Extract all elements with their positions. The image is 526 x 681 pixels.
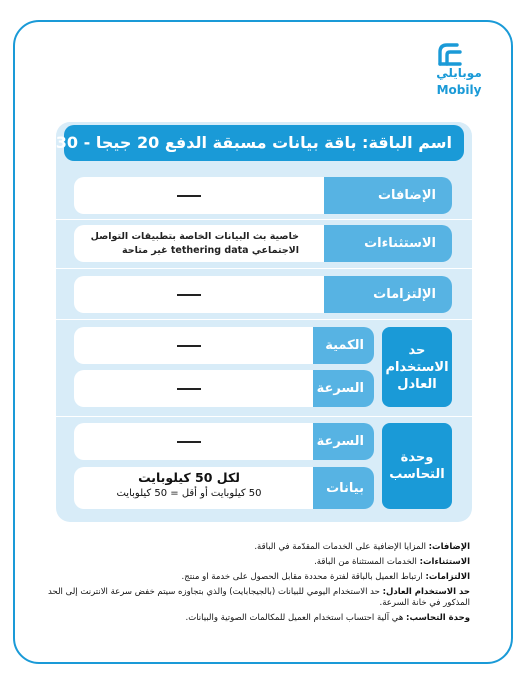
- exceptions-label: الاستثناءات: [324, 225, 452, 262]
- billing-speed-dash: [177, 441, 201, 443]
- fair-use-speed-dash: [177, 388, 201, 390]
- arrow-shape: [310, 177, 324, 213]
- note-commitments: الالتزامات: ارتباط العميل بالباقة لفترة محددة مقابل الحصول على خدمة او منتج.: [181, 572, 470, 582]
- note-fair-use: حد الاستخدام العادل: حد الاستخدام اليومي للبيانات (بالجيجابايت) والذي بتجاوزه سيتم خفض سرعة الانترنت إلى الحد المذكور في خانة السرعة.: [48, 587, 470, 608]
- exceptions-line-2: الاجتماعي tethering data غير متاحة: [122, 245, 299, 256]
- logo-english-text: Mobily: [436, 83, 482, 97]
- row-divider: [56, 416, 472, 417]
- arrow-shape: [299, 327, 313, 363]
- mobily-logo-icon: [437, 42, 463, 66]
- commitments-label: الإلتزامات: [324, 276, 452, 313]
- row-divider: [56, 319, 472, 320]
- fair-use-speed-label: السرعة: [313, 370, 374, 407]
- billing-unit-title: وحدة التحاسب: [382, 423, 452, 509]
- arrow-shape: [310, 276, 324, 312]
- exceptions-line-1: خاصية بث البيانات الخاصة بتطبيقات التواصل: [90, 231, 299, 242]
- billing-speed-label: السرعة: [313, 423, 374, 460]
- fair-use-title: حد الاستخدام العادل: [382, 327, 452, 407]
- arrow-shape: [299, 467, 313, 509]
- row-divider: [56, 219, 472, 220]
- additions-label: الإضافات: [324, 177, 452, 214]
- arrow-shape: [299, 370, 313, 406]
- fair-use-quantity-label: الكمية: [313, 327, 374, 364]
- note-billing-unit: وحدة التحاسب: هي آلية احتساب استخدام العميل للمكالمات الصوتية والبيانات.: [185, 613, 470, 623]
- commitments-value-dash: [177, 294, 201, 296]
- billing-data-line-1: لكل 50 كيلوبايت: [138, 470, 240, 485]
- row-divider: [56, 268, 472, 269]
- additions-value-dash: [177, 195, 201, 197]
- definitions-notes: [30, 542, 470, 628]
- package-title: اسم الباقة: باقة بيانات مسبقة الدفع 20 جيجا - 30 يوم: [64, 125, 464, 161]
- fair-use-quantity-dash: [177, 345, 201, 347]
- mobily-logo: [428, 42, 490, 104]
- note-additions: الإضافات: المزايا الإضافية على الخدمات المقدّمة في الباقة.: [254, 542, 470, 552]
- billing-data-line-2: 50 كيلوبايت أو أقل = 50 كيلوبايت: [116, 488, 262, 499]
- note-exceptions: الاستثناءات: الخدمات المستثناة من الباقة.: [314, 557, 470, 567]
- logo-arabic-text: موبايلي: [436, 66, 482, 80]
- arrow-shape: [310, 225, 324, 261]
- arrow-shape: [299, 423, 313, 459]
- billing-data-label: بيانات: [313, 467, 374, 509]
